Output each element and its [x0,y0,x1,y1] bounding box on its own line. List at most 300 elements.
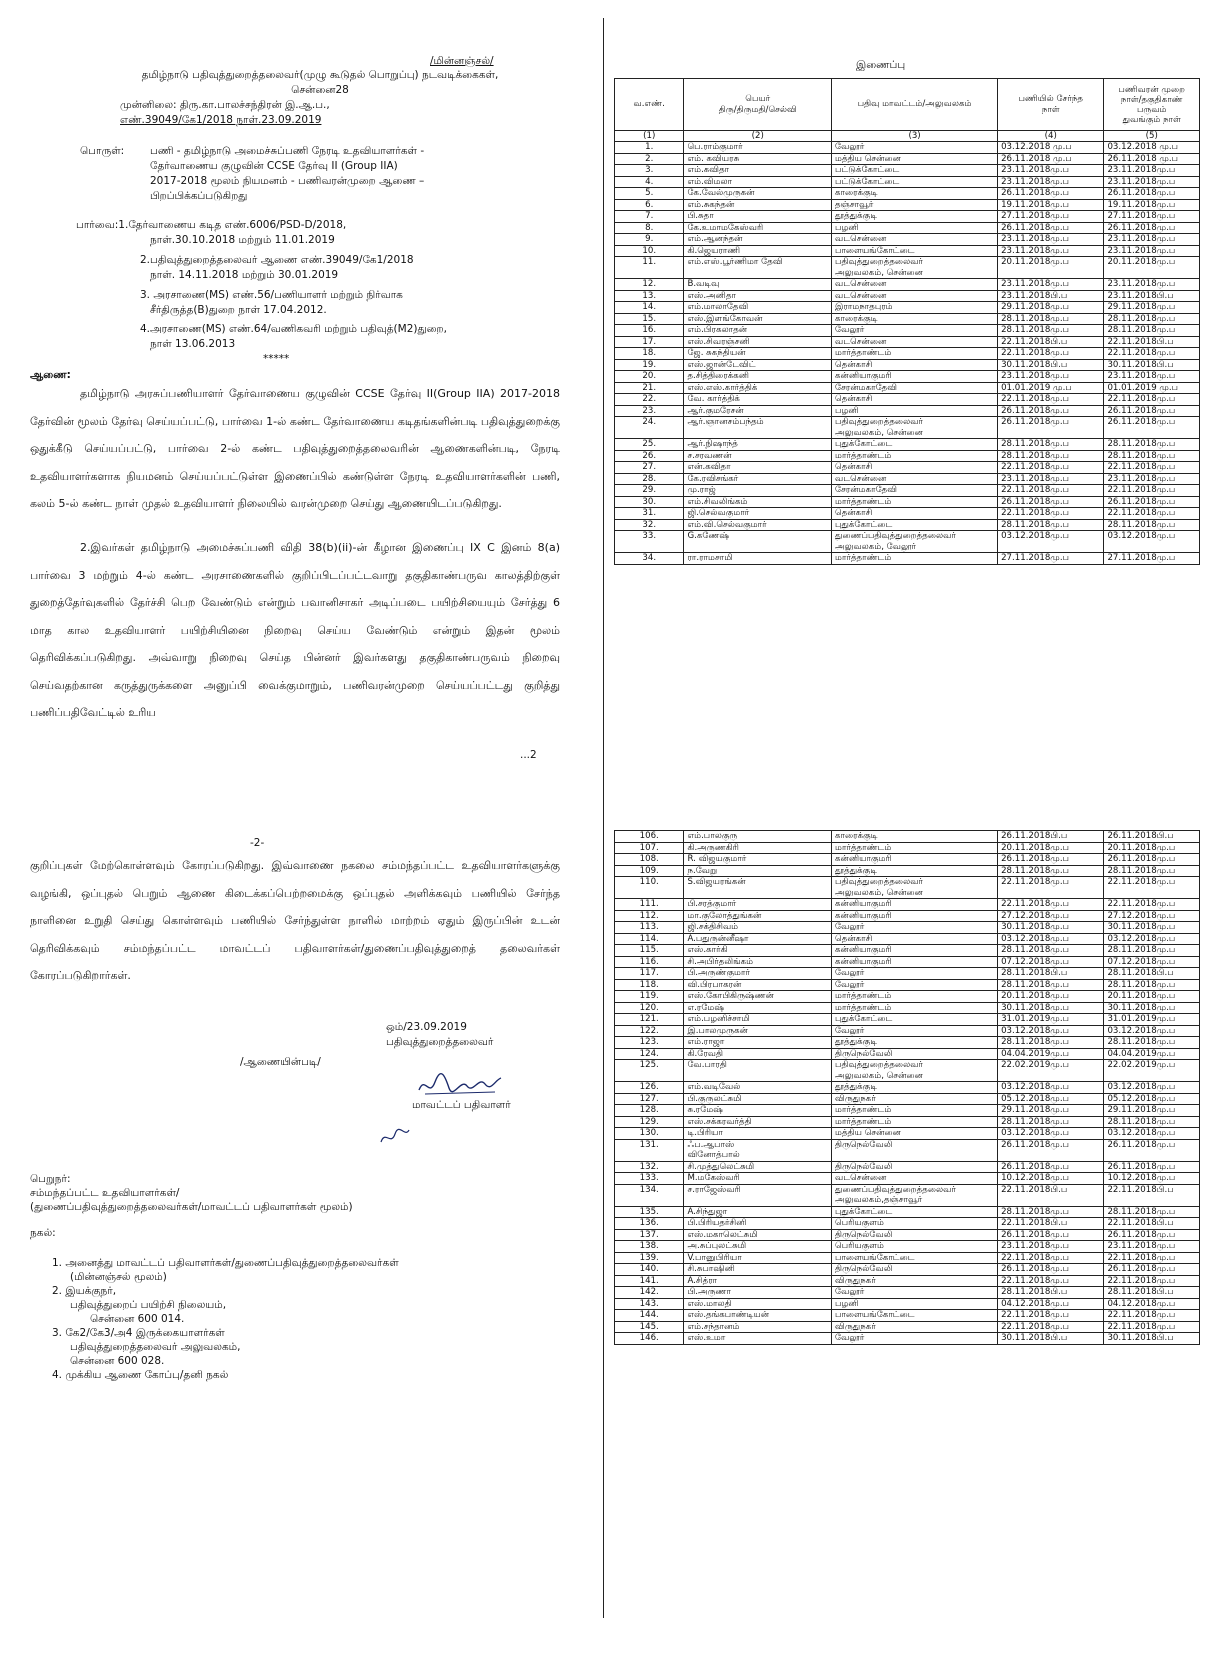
cell-regular-date: 26.11.2018மு.ப [1104,188,1200,200]
cell-serial: 128. [615,1105,684,1117]
cell-regular-date: 23.11.2018மு.ப [1104,1241,1200,1253]
cell-regular-date: 04.12.2018மு.ப [1104,1298,1200,1310]
cell-name: G.கணேஷ் [684,531,832,553]
cell-regular-date: 28.11.2018மு.ப [1104,439,1200,451]
cell-name: ஆர்.ஞானசம்பந்தம் [684,417,832,439]
cell-regular-date: 23.11.2018மு.ப [1104,245,1200,257]
subject-line: 2017-2018 மூலம் நியமனம் - பணிவரன்முறை ஆணை – [150,175,425,187]
cell-name: அ.சுப்புலட்சுமி [684,1241,832,1253]
cell-office: பழனி [832,405,998,417]
cell-office: பாளையங்கோட்டை [832,1252,998,1264]
cell-name: எம்.விமலா [684,176,832,188]
cell-name: பி.சுதா [684,211,832,223]
table-row [615,325,1200,337]
cell-office: காரைக்குடி [832,313,998,325]
cell-name: எம்.பழனிச்சாமி [684,1014,832,1026]
cell-serial: 146. [615,1333,684,1345]
cell-serial: 123. [615,1037,684,1049]
cell-regular-date: 03.12.2018மு.ப [1104,933,1200,945]
cell-joined-date: 23.11.2018மு.ப [998,176,1104,188]
cell-regular-date: 30.11.2018மு.ப [1104,1002,1200,1014]
annex-table-continued [614,830,1200,1345]
cell-office: தென்காசி [832,508,998,520]
cell-office: மார்த்தாண்டம் [832,1002,998,1014]
cell-regular-date: 30.11.2018மு.ப [1104,922,1200,934]
header-joined: பணியில் சேர்ந்த நாள் [998,79,1104,131]
cell-regular-date: 22.11.2018மு.ப [1104,462,1200,474]
signed-date: ஒம்/23.09.2019 [386,1021,467,1033]
cell-serial: 145. [615,1321,684,1333]
cell-serial: 23. [615,405,684,417]
cell-regular-date: 23.11.2018மு.ப [1104,371,1200,383]
cell-name: ஃப.ஆபாஸ் வினோத்பால் [684,1139,832,1161]
cell-regular-date: 23.11.2018மு.ப [1104,165,1200,177]
cell-serial: 110. [615,877,684,899]
cell-office: பழனி [832,222,998,234]
cell-joined-date: 03.12.2018மு.ப [998,933,1104,945]
table-row [615,831,1200,843]
table-row [615,1116,1200,1128]
cell-serial: 140. [615,1264,684,1276]
table-row [615,991,1200,1003]
cell-office: பதிவுத்துறைத்தலைவர் அலுவலகம், சென்னை [832,257,998,279]
table-row [615,1025,1200,1037]
table-row [615,462,1200,474]
table-row [615,899,1200,911]
cell-joined-date: 22.11.2018மு.ப [998,485,1104,497]
cell-office: வடசென்னை [832,473,998,485]
cell-serial: 4. [615,176,684,188]
cell-office: வடசென்னை [832,336,998,348]
order-label: ஆணை: [30,369,71,381]
subject-line: பிறப்பிக்கப்படுகிறது [150,190,248,202]
cell-serial: 138. [615,1241,684,1253]
page-2 [0,830,600,1630]
cell-office: வேலூர் [832,1333,998,1345]
cell-office: விருதுநகர் [832,1093,998,1105]
ref-line: நாள். 14.11.2018 மற்றும் 30.01.2019 [150,269,339,281]
table-row [615,1082,1200,1094]
cell-regular-date: 28.11.2018மு.ப [1104,945,1200,957]
cell-joined-date: 26.11.2018மு.ப [998,405,1104,417]
cell-regular-date: 23.11.2018மு.ப [1104,279,1200,291]
cell-joined-date: 23.11.2018மு.ப [998,1241,1104,1253]
cell-joined-date: 26.11.2018மு.ப [998,1161,1104,1173]
officer-title: மாவட்டப் பதிவாளர் [412,1099,511,1111]
table-row [615,1218,1200,1230]
cell-name: சி.அபிர்தலிங்கம் [684,956,832,968]
cell-joined-date: 22.11.2018மு.ப [998,1252,1104,1264]
cell-name: ஆர்.குமரேசன் [684,405,832,417]
copy-item: 3. கே2/கே3/அ4 இருக்கையாளர்கள் [52,1327,225,1339]
cell-name: த.சித்திரைக்கனி [684,371,832,383]
cell-joined-date: 10.12.2018மு.ப [998,1173,1104,1185]
table-row [615,496,1200,508]
cell-serial: 17. [615,336,684,348]
cell-office: பதிவுத்துறைத்தலைவர் அலுவலகம், சென்னை [832,417,998,439]
cell-serial: 14. [615,302,684,314]
cell-serial: 27. [615,462,684,474]
cell-joined-date: 22.02.2019மு.ப [998,1060,1104,1082]
cell-office: பதிவுத்துறைத்தலைவர் அலுவலகம், சென்னை [832,1060,998,1082]
cell-serial: 107. [615,842,684,854]
cell-serial: 143. [615,1298,684,1310]
cell-regular-date: 26.11.2018மு.ப [1104,1229,1200,1241]
table-row [615,842,1200,854]
cell-joined-date: 22.11.2018மு.ப [998,899,1104,911]
cell-name: B.வடிவு [684,279,832,291]
cell-regular-date: 03.12.2018மு.ப [1104,531,1200,553]
table-row [615,933,1200,945]
cell-joined-date: 22.11.2018பி.ப [998,1184,1104,1206]
cell-serial: 134. [615,1184,684,1206]
subject-line: பணி - தமிழ்நாடு அமைச்சுப்பணி நேரடி உதவியாளர்கள் - [150,145,425,157]
cell-serial: 31. [615,508,684,520]
cell-joined-date: 22.11.2018பி.ப [998,336,1104,348]
cell-joined-date: 22.11.2018மு.ப [998,1321,1104,1333]
cell-regular-date: 20.11.2018மு.ப [1104,991,1200,1003]
cell-serial: 106. [615,831,684,843]
cell-joined-date: 31.01.2019மு.ப [998,1014,1104,1026]
cell-serial: 142. [615,1287,684,1299]
cell-office: காரைக்குடி [832,188,998,200]
ref-line: 4.அரசாணை(MS) எண்.64/வணிகவரி மற்றும் பதிவுத்(M2)துறை, [140,323,448,335]
table-row [615,382,1200,394]
cell-regular-date: 23.11.2018மு.ப [1104,234,1200,246]
cell-office: சேரன்மகாதேவி [832,382,998,394]
cell-joined-date: 26.11.2018பி.ப [998,831,1104,843]
cell-joined-date: 26.11.2018மு.ப [998,417,1104,439]
cell-joined-date: 30.11.2018மு.ப [998,1002,1104,1014]
cell-joined-date: 23.11.2018மு.ப [998,473,1104,485]
stars: ***** [263,353,290,365]
cell-serial: 30. [615,496,684,508]
table-row [615,313,1200,325]
table-row [615,1037,1200,1049]
cell-office: விருதுநகர் [832,1321,998,1333]
cell-office: வேலூர் [832,142,998,154]
cell-office: புதுக்கோட்டை [832,1206,998,1218]
cell-name: எம்.பாலகுரு [684,831,832,843]
cell-name: இ.பாலமுருகன் [684,1025,832,1037]
table-row [615,531,1200,553]
table-row [615,1229,1200,1241]
cell-office: வடசென்னை [832,279,998,291]
cell-name: A.சிந்துஜா [684,1206,832,1218]
cell-serial: 141. [615,1275,684,1287]
ref-line: பார்வை:1.தேர்வாணைய கடித எண்.6006/PSD-D/2018, [76,219,347,231]
cell-joined-date: 28.11.2018பி.ப [998,1287,1104,1299]
cell-name: ரா.ராமசாமி [684,553,832,565]
cell-joined-date: 28.11.2018மு.ப [998,979,1104,991]
cell-regular-date: 28.11.2018மு.ப [1104,865,1200,877]
cell-office: பாளையங்கோட்டை [832,245,998,257]
cell-name: மு.ராஜ் [684,485,832,497]
cell-name: ஜே. சுகந்தியன் [684,348,832,360]
cell-name: A.சித்ரா [684,1275,832,1287]
table-row [615,336,1200,348]
table-row [615,945,1200,957]
cell-serial: 115. [615,945,684,957]
cell-regular-date: 07.12.2018மு.ப [1104,956,1200,968]
cell-office: பதிவுத்துறைத்தலைவர் அலுவலகம், சென்னை [832,877,998,899]
cell-office: தென்காசி [832,462,998,474]
table-row [615,519,1200,531]
table-row [615,222,1200,234]
cell-joined-date: 27.11.2018மு.ப [998,211,1104,223]
cell-office: மார்த்தாண்டம் [832,450,998,462]
table-row [615,485,1200,497]
cell-regular-date: 28.11.2018பி.ப [1104,1287,1200,1299]
cell-serial: 144. [615,1310,684,1322]
ref-line: சீர்திருத்த(B)துறை நாள் 17.04.2012. [150,304,327,316]
cell-name: எம்.கவிதா [684,165,832,177]
cell-serial: 133. [615,1173,684,1185]
cell-name: எஸ்.கார்கி [684,945,832,957]
cell-serial: 127. [615,1093,684,1105]
cell-office: மார்த்தாண்டம் [832,1116,998,1128]
table-row [615,1206,1200,1218]
cell-joined-date: 19.11.2018மு.ப [998,199,1104,211]
cell-serial: 19. [615,359,684,371]
cell-joined-date: 28.11.2018மு.ப [998,945,1104,957]
table-row [615,956,1200,968]
cell-joined-date: 22.11.2018மு.ப [998,394,1104,406]
cell-office: தென்காசி [832,394,998,406]
cell-name: M.மகேஸ்வரி [684,1173,832,1185]
cell-serial: 119. [615,991,684,1003]
cell-serial: 28. [615,473,684,485]
cell-name: ஜி.செல்வகுமார் [684,508,832,520]
cell-serial: 9. [615,234,684,246]
table-row [615,979,1200,991]
cell-serial: 11. [615,257,684,279]
cell-joined-date: 23.11.2018மு.ப [998,279,1104,291]
table-row [615,450,1200,462]
cell-joined-date: 07.12.2018மு.ப [998,956,1104,968]
table-row [615,1321,1200,1333]
cell-serial: 25. [615,439,684,451]
cell-joined-date: 03.12.2018மு.ப [998,1128,1104,1140]
table-row [615,922,1200,934]
header-regularisation: பணிவரன் முறை நாள்/தகுதிகாண் பருவம் துவங்கும் நாள் [1104,79,1200,131]
table-row [615,417,1200,439]
cell-office: திருநெல்வேலி [832,1229,998,1241]
table-row [615,245,1200,257]
copy-item: 2. இயக்குநர், [52,1285,117,1297]
cell-name: கே.ரவிசங்கர் [684,473,832,485]
cell-regular-date: 23.11.2018பி.ப [1104,290,1200,302]
table-row [615,394,1200,406]
cell-joined-date: 26.11.2018மு.ப [998,1139,1104,1161]
cell-joined-date: 26.11.2018மு.ப [998,1229,1104,1241]
cell-regular-date: 10.12.2018மு.ப [1104,1173,1200,1185]
cell-joined-date: 03.12.2018மு.ப [998,531,1104,553]
cell-regular-date: 19.11.2018மு.ப [1104,199,1200,211]
cell-name: எஸ்.மாலதி [684,1298,832,1310]
cell-regular-date: 22.11.2018மு.ப [1104,1321,1200,1333]
cell-serial: 5. [615,188,684,200]
by-order: /ஆணையின்படி/ [240,1056,321,1068]
cell-joined-date: 28.11.2018மு.ப [998,519,1104,531]
cell-regular-date: 29.11.2018மு.ப [1104,302,1200,314]
cell-regular-date: 20.11.2018மு.ப [1104,257,1200,279]
cell-name: ஜி.சக்திசிவம் [684,922,832,934]
cell-name: பி.சரத்குமார் [684,899,832,911]
cell-serial: 15. [615,313,684,325]
cell-name: எம்.சந்தானம் [684,1321,832,1333]
cell-office: திருநெல்வேலி [832,1048,998,1060]
cell-name: எம்.வடிவேல் [684,1082,832,1094]
cell-name: கி.ரேவதி [684,1048,832,1060]
cell-joined-date: 30.11.2018மு.ப [998,922,1104,934]
recipient-line: (துணைப்பதிவுத்துறைத்தலைவர்கள்/மாவட்டப் பதிவாளர்கள் மூலம்) [30,1201,353,1213]
page-number: -2- [250,837,265,849]
cell-office: வேலூர் [832,1025,998,1037]
table-row [615,865,1200,877]
cell-serial: 12. [615,279,684,291]
cell-serial: 22. [615,394,684,406]
cell-serial: 130. [615,1128,684,1140]
subject-label: பொருள்: [80,145,125,157]
cell-regular-date: 22.11.2018மு.ப [1104,348,1200,360]
table-row [615,1161,1200,1173]
cell-joined-date: 20.11.2018மு.ப [998,257,1104,279]
cell-name: எஸ்.கோபிகிருஷ்ணன் [684,991,832,1003]
cell-joined-date: 22.11.2018மு.ப [998,348,1104,360]
cell-joined-date: 29.11.2018மு.ப [998,302,1104,314]
cell-serial: 112. [615,910,684,922]
cell-office: புதுக்கோட்டை [832,439,998,451]
cell-office: வடசென்னை [832,234,998,246]
cell-office: தூத்துக்குடி [832,1037,998,1049]
cell-joined-date: 23.11.2018மு.ப [998,245,1104,257]
page-2-paragraph: குறிப்புகள் மேற்கொள்ளவும் கோரப்படுகிறது. இவ்வாணை நகலை சம்மந்தப்பட்ட உதவியாளர்களுக்கு வழங்கி, ஒப்புதல் பெறும் ஆணை கிடைக்கப்பெற்றமைக்கு ஒப்புதல் அளிக்கவும் பணியில் சேர்ந்த நாளினை உறுதி செய்து கொள்ளவும் பணியில் சேர்ந்துள்ள நாளில் மாற்றம் ஏதும் இருப்பின் உடன் தெரிவிக்கவும் சம்மந்தப்பட்ட மாவட்டப் பதிவாளர்கள்/துணைப்பதிவுத்துறைத் தலைவர்கள் கோரப்படுகிறார்கள். [30,859,560,982]
annex-page-1 [606,0,1206,760]
cell-regular-date: 29.11.2018மு.ப [1104,1105,1200,1117]
cell-name: எஸ்.உமா [684,1333,832,1345]
table-row [615,1139,1200,1161]
cell-serial: 125. [615,1060,684,1082]
cell-office: கன்னியாகுமரி [832,899,998,911]
cell-name: எஸ்.ஜான்டேவிட் [684,359,832,371]
cell-office: பட்டுக்கோட்டை [832,176,998,188]
cell-office: கன்னியாகுமரி [832,854,998,866]
cell-joined-date: 23.11.2018மு.ப [998,165,1104,177]
cell-office: மார்த்தாண்டம் [832,991,998,1003]
cell-office: இராமநாதபுரம் [832,302,998,314]
cell-serial: 26. [615,450,684,462]
cell-joined-date: 01.01.2019 மு.ப [998,382,1104,394]
cell-name: எஸ்.சிவரஞ்சனி [684,336,832,348]
cell-serial: 135. [615,1206,684,1218]
cell-regular-date: 26.11.2018 மு.ப [1104,153,1200,165]
cell-regular-date: 22.11.2018மு.ப [1104,899,1200,911]
cell-regular-date: 28.11.2018மு.ப [1104,450,1200,462]
cell-joined-date: 28.11.2018மு.ப [998,313,1104,325]
cell-regular-date: 22.11.2018பி.ப [1104,336,1200,348]
table-row [615,1002,1200,1014]
header-office: பதிவு மாவட்டம்/அலுவலகம் [832,79,998,131]
cell-serial: 111. [615,899,684,911]
cell-name: பி.குருலட்சுமி [684,1093,832,1105]
table-row [615,1252,1200,1264]
cell-regular-date: 03.12.2018மு.ப [1104,1082,1200,1094]
copy-item: 1. அனைத்து மாவட்டப் பதிவாளர்கள்/துணைப்பதிவுத்துறைத்தலைவர்கள் [52,1257,399,1269]
copy-item: சென்னை 600 028. [70,1355,165,1367]
cell-regular-date: 26.11.2018மு.ப [1104,405,1200,417]
cell-name: எம்.சிவலிங்கம் [684,496,832,508]
cell-regular-date: 22.11.2018மு.ப [1104,508,1200,520]
cell-name: பி.அருண்குமார் [684,968,832,980]
cell-name: எஸ்.சக்கரவர்த்தி [684,1116,832,1128]
ref-line: நாள் 13.06.2013 [150,338,236,350]
cell-joined-date: 04.12.2018மு.ப [998,1298,1104,1310]
cell-joined-date: 26.11.2018மு.ப [998,854,1104,866]
cell-name: S.விஜயரங்கன் [684,877,832,899]
cell-name: வி.பிரபாகரன் [684,979,832,991]
cell-regular-date: 28.11.2018மு.ப [1104,313,1200,325]
cell-name: எம்.பிரகலாதன் [684,325,832,337]
cell-regular-date: 04.04.2019மு.ப [1104,1048,1200,1060]
cell-name: வே.பாரதி [684,1060,832,1082]
copy-label: நகல்: [30,1227,56,1239]
cell-name: சு.ரமேஷ் [684,1105,832,1117]
cell-name: பெ.ராம்குமார் [684,142,832,154]
table-row [615,199,1200,211]
cell-name: எம்.சுகந்தன் [684,199,832,211]
cell-joined-date: 22.11.2018மு.ப [998,1310,1104,1322]
annex-table [614,78,1200,565]
office-title: தமிழ்நாடு பதிவுத்துறைத்தலைவர்(முழு கூடுதல் பொறுப்பு) நடவடிக்கைகள், [141,69,499,81]
cell-office: மார்த்தாண்டம் [832,553,998,565]
cell-serial: 113. [615,922,684,934]
cell-joined-date: 27.12.2018மு.ப [998,910,1104,922]
cell-joined-date: 26.11.2018மு.ப [998,496,1104,508]
cell-serial: 126. [615,1082,684,1094]
cell-regular-date: 28.11.2018மு.ப [1104,519,1200,531]
cell-serial: 116. [615,956,684,968]
cell-office: புதுக்கோட்டை [832,1014,998,1026]
table-row [615,1241,1200,1253]
cell-serial: 131. [615,1139,684,1161]
cell-name: எஸ்.தங்கபாண்டியன் [684,1310,832,1322]
cell-serial: 109. [615,865,684,877]
city: சென்னை28 [291,84,349,96]
column-divider [603,18,604,1618]
col-number: (3) [832,131,998,142]
cell-serial: 6. [615,199,684,211]
cell-name: எம். கவியரசு [684,153,832,165]
table-row [615,142,1200,154]
cell-joined-date: 26.11.2018மு.ப [998,188,1104,200]
cell-serial: 132. [615,1161,684,1173]
cell-office: தூத்துக்குடி [832,211,998,223]
cell-serial: 120. [615,1002,684,1014]
cell-office: மத்திய சென்னை [832,153,998,165]
cell-regular-date: 26.11.2018மு.ப [1104,496,1200,508]
cell-regular-date: 20.11.2018மு.ப [1104,842,1200,854]
cell-serial: 8. [615,222,684,234]
recipient-line: சம்மந்தப்பட்ட உதவியாளர்கள்/ [30,1187,180,1199]
table-row [615,1184,1200,1206]
cell-regular-date: 28.11.2018மு.ப [1104,325,1200,337]
cell-name: பி.அருணா [684,1287,832,1299]
cell-regular-date: 27.11.2018மு.ப [1104,553,1200,565]
cell-serial: 20. [615,371,684,383]
cell-name: எம்.ஆனந்தன் [684,234,832,246]
cell-regular-date: 26.11.2018பி.ப [1104,831,1200,843]
